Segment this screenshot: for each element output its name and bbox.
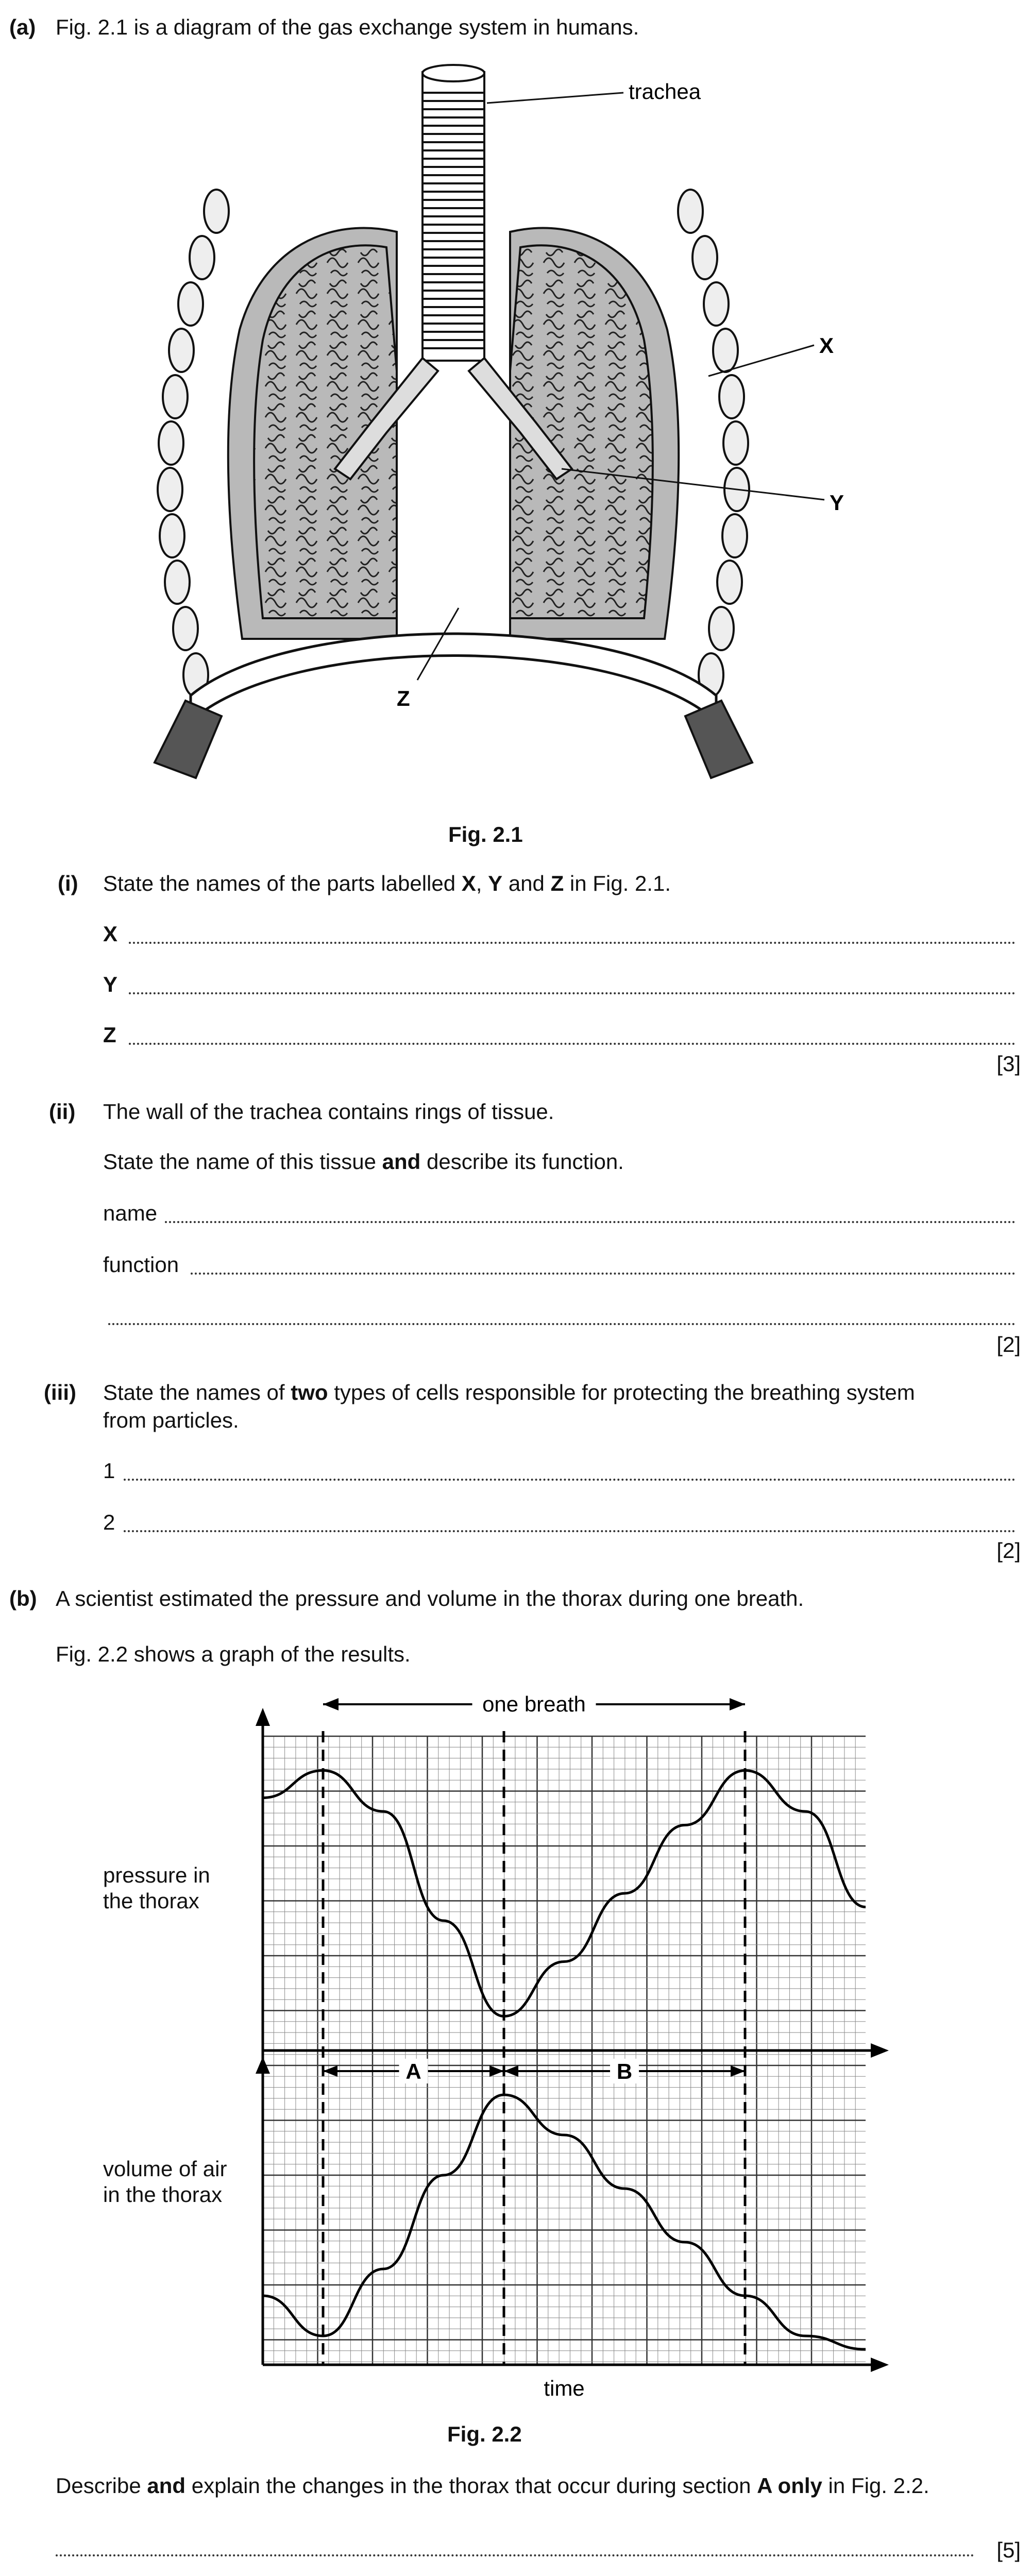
answer-label-1: 1 bbox=[103, 1459, 115, 1483]
pressure-axis-label: pressure in the thorax bbox=[103, 1863, 210, 1913]
rib-column-left bbox=[158, 190, 229, 697]
marks-q-iii: [2] bbox=[996, 1538, 1021, 1563]
rib-column-right bbox=[678, 190, 749, 697]
x-axis-volume-arrow bbox=[871, 2358, 889, 2372]
q-i-number: (i) bbox=[58, 871, 78, 895]
answer-line-function-2[interactable] bbox=[108, 1323, 1016, 1325]
y-axis-arrow bbox=[256, 1708, 270, 1726]
fig-2-2-chart bbox=[247, 1690, 886, 2400]
volume-curve bbox=[263, 2095, 866, 2349]
answer-line-b[interactable] bbox=[56, 2554, 974, 2556]
fig-2-1-caption: Fig. 2.1 bbox=[448, 822, 523, 846]
marks-q-i: [3] bbox=[996, 1052, 1021, 1076]
answer-label-z: Z bbox=[103, 1023, 116, 1047]
answer-line-2[interactable] bbox=[124, 1530, 1016, 1532]
marks-q-ii: [2] bbox=[996, 1332, 1021, 1357]
answer-line-y[interactable] bbox=[129, 992, 1016, 994]
q-iii-line2: from particles. bbox=[103, 1408, 239, 1432]
q-iii-line1: State the names of two types of cells responsible for protecting the breathing system bbox=[103, 1380, 915, 1404]
answer-line-z[interactable] bbox=[129, 1043, 1016, 1045]
label-x: X bbox=[819, 333, 834, 358]
one-breath-arrow-right bbox=[730, 1698, 745, 1710]
muscle-left bbox=[155, 701, 222, 778]
x-axis-label: time bbox=[544, 2376, 585, 2400]
part-a-intro: Fig. 2.1 is a diagram of the gas exchange system in humans. bbox=[56, 15, 639, 39]
section-arrow-head bbox=[731, 2065, 745, 2077]
part-a-label: (a) bbox=[9, 15, 36, 39]
label-y: Y bbox=[830, 490, 844, 515]
label-trachea: trachea bbox=[629, 79, 701, 104]
answer-label-2: 2 bbox=[103, 1510, 115, 1534]
section-arrow-head bbox=[323, 2065, 337, 2077]
muscle-right bbox=[685, 701, 752, 778]
trachea bbox=[422, 65, 484, 361]
one-breath-arrow-left bbox=[323, 1698, 339, 1710]
marks-part-b: [5] bbox=[996, 2538, 1021, 2562]
label-z: Z bbox=[397, 686, 410, 710]
answer-line-name[interactable] bbox=[165, 1221, 1016, 1223]
q-ii-number: (ii) bbox=[49, 1099, 76, 1124]
part-b-question: Describe and explain the changes in the thorax that occur during section A only in Fig. 2.2. bbox=[56, 2473, 929, 2498]
answer-label-function: function bbox=[103, 1252, 179, 1277]
part-b-line2: Fig. 2.2 shows a graph of the results. bbox=[56, 1642, 411, 1666]
part-b-line1: A scientist estimated the pressure and volume in the thorax during one breath. bbox=[56, 1586, 804, 1611]
x-axis-arrow bbox=[871, 2043, 889, 2058]
answer-line-x[interactable] bbox=[129, 942, 1016, 944]
q-ii-line2: State the name of this tissue and describe its function. bbox=[103, 1149, 624, 1174]
answer-label-y: Y bbox=[103, 972, 118, 996]
q-ii-line1: The wall of the trachea contains rings of tissue. bbox=[103, 1099, 554, 1124]
fig-2-2-caption: Fig. 2.2 bbox=[447, 2422, 522, 2446]
section-arrow-head bbox=[489, 2065, 504, 2077]
pressure-curve bbox=[263, 1771, 866, 2016]
q-i-text: State the names of the parts labelled X, Y and Z in Fig. 2.1. bbox=[103, 871, 671, 895]
q-iii-number: (iii) bbox=[44, 1380, 76, 1404]
answer-line-function[interactable] bbox=[191, 1273, 1016, 1275]
answer-label-name: name bbox=[103, 1201, 158, 1225]
one-breath-label: one breath bbox=[482, 1692, 586, 1716]
lungs-diagram bbox=[108, 62, 907, 793]
diaphragm bbox=[191, 634, 716, 721]
section-label-a: A bbox=[405, 2059, 421, 2083]
volume-axis-label: volume of air in the thorax bbox=[103, 2157, 227, 2207]
answer-label-x: X bbox=[103, 922, 118, 946]
answer-line-1[interactable] bbox=[124, 1479, 1016, 1481]
section-label-b: B bbox=[616, 2059, 633, 2083]
section-arrow-head bbox=[504, 2065, 518, 2077]
part-b-label: (b) bbox=[9, 1586, 37, 1611]
